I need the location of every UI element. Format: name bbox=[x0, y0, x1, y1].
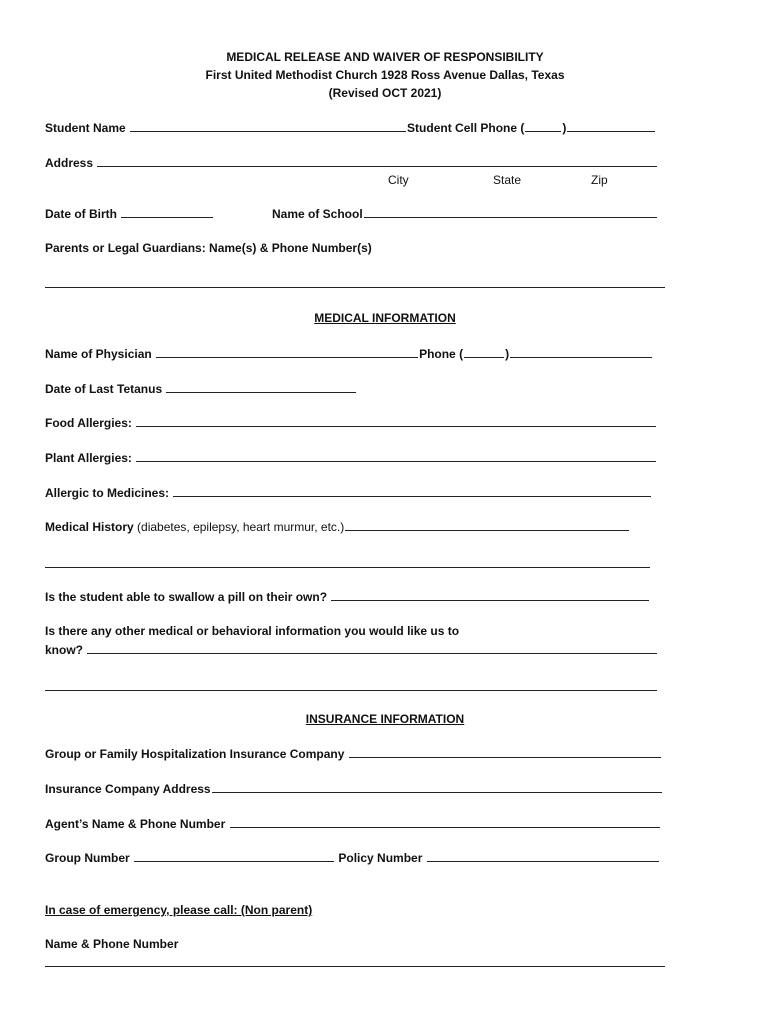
physician-name-field[interactable] bbox=[156, 346, 418, 358]
medical-heading: MEDICAL INFORMATION bbox=[314, 311, 456, 325]
physician-phone-paren: ) bbox=[505, 347, 510, 361]
pill-field[interactable] bbox=[331, 589, 649, 601]
pill-row bbox=[45, 589, 650, 604]
guardians-field[interactable] bbox=[45, 287, 665, 288]
group-row bbox=[45, 850, 660, 865]
address-row bbox=[45, 155, 658, 170]
emergency-contact-field[interactable] bbox=[45, 966, 665, 967]
address-field[interactable] bbox=[97, 155, 657, 167]
guardians-label: Parents or Legal Guardians: Name(s) & Phone Number(s) bbox=[45, 241, 372, 255]
food-allergies-field[interactable] bbox=[136, 415, 656, 427]
group-number-field[interactable] bbox=[134, 850, 334, 862]
student-name-field[interactable] bbox=[130, 120, 406, 132]
pill-label: Is the student able to swallow a pill on their own? bbox=[45, 590, 328, 604]
group-number-label: Group Number bbox=[45, 851, 130, 865]
tetanus-row bbox=[45, 381, 357, 396]
address-label: Address bbox=[45, 156, 94, 170]
student-cell-paren: ) bbox=[562, 121, 567, 135]
food-allergies-label: Food Allergies: bbox=[45, 416, 132, 430]
insurance-company-row bbox=[45, 746, 662, 761]
emergency-name-phone-label: Name & Phone Number bbox=[45, 937, 179, 951]
church-address: First United Methodist Church 1928 Ross Avenue Dallas, Texas bbox=[205, 68, 565, 82]
policy-number-field[interactable] bbox=[427, 850, 659, 862]
tetanus-label: Date of Last Tetanus bbox=[45, 382, 163, 396]
city-caption: City bbox=[388, 173, 409, 187]
student-name-row bbox=[45, 120, 656, 135]
agent-label: Agent’s Name & Phone Number bbox=[45, 817, 226, 831]
other-info-field[interactable] bbox=[87, 642, 657, 654]
dob-label: Date of Birth bbox=[45, 207, 117, 221]
agent-row bbox=[45, 816, 661, 831]
student-name-label: Student Name bbox=[45, 121, 126, 135]
revision-date: (Revised OCT 2021) bbox=[328, 86, 442, 100]
plant-allergies-label: Plant Allergies: bbox=[45, 451, 132, 465]
insurance-address-row bbox=[45, 781, 663, 796]
medicine-allergies-label: Allergic to Medicines: bbox=[45, 486, 170, 500]
other-info-label-line1: Is there any other medical or behavioral information you would like us to bbox=[45, 624, 460, 638]
medical-history-row bbox=[45, 519, 630, 534]
insurance-company-label: Group or Family Hospitalization Insurance Company bbox=[45, 747, 345, 761]
state-caption: State bbox=[493, 173, 522, 187]
medical-history-hint: (diabetes, epilepsy, heart murmur, etc.) bbox=[137, 520, 345, 534]
tetanus-field[interactable] bbox=[166, 381, 356, 393]
medicine-allergies-row bbox=[45, 485, 652, 500]
physician-label: Name of Physician bbox=[45, 347, 152, 361]
insurance-company-field[interactable] bbox=[349, 746, 661, 758]
policy-number-label: Policy Number bbox=[338, 851, 423, 865]
dob-field[interactable] bbox=[121, 206, 213, 218]
physician-phone-field[interactable] bbox=[510, 346, 652, 358]
physician-phone-label: Phone ( bbox=[419, 347, 464, 361]
insurance-address-label: Insurance Company Address bbox=[45, 782, 211, 796]
form-title: MEDICAL RELEASE AND WAIVER OF RESPONSIBILITY bbox=[226, 50, 544, 64]
school-field[interactable] bbox=[364, 206, 657, 218]
student-cell-area-code-field[interactable] bbox=[525, 120, 561, 132]
physician-row bbox=[45, 346, 653, 361]
plant-allergies-field[interactable] bbox=[136, 450, 656, 462]
medical-history-label: Medical History bbox=[45, 520, 134, 534]
school-row bbox=[272, 206, 658, 221]
student-cell-number-field[interactable] bbox=[567, 120, 655, 132]
insurance-address-field[interactable] bbox=[212, 781, 662, 793]
medical-history-field-line2[interactable] bbox=[45, 567, 650, 568]
other-info-row bbox=[45, 642, 658, 657]
zip-caption: Zip bbox=[591, 173, 608, 187]
other-info-label-line2: know? bbox=[45, 643, 83, 657]
emergency-heading: In case of emergency, please call: (Non parent) bbox=[45, 903, 313, 917]
medicine-allergies-field[interactable] bbox=[173, 485, 651, 497]
plant-allergies-row bbox=[45, 450, 657, 465]
student-cell-label: Student Cell Phone ( bbox=[407, 121, 525, 135]
insurance-heading: INSURANCE INFORMATION bbox=[305, 712, 465, 726]
dob-row bbox=[45, 206, 214, 221]
other-info-field-line2[interactable] bbox=[45, 690, 657, 691]
medical-history-field[interactable] bbox=[345, 519, 629, 531]
physician-area-code-field[interactable] bbox=[464, 346, 504, 358]
agent-field[interactable] bbox=[230, 816, 660, 828]
food-allergies-row bbox=[45, 415, 657, 430]
school-label: Name of School bbox=[272, 207, 363, 221]
